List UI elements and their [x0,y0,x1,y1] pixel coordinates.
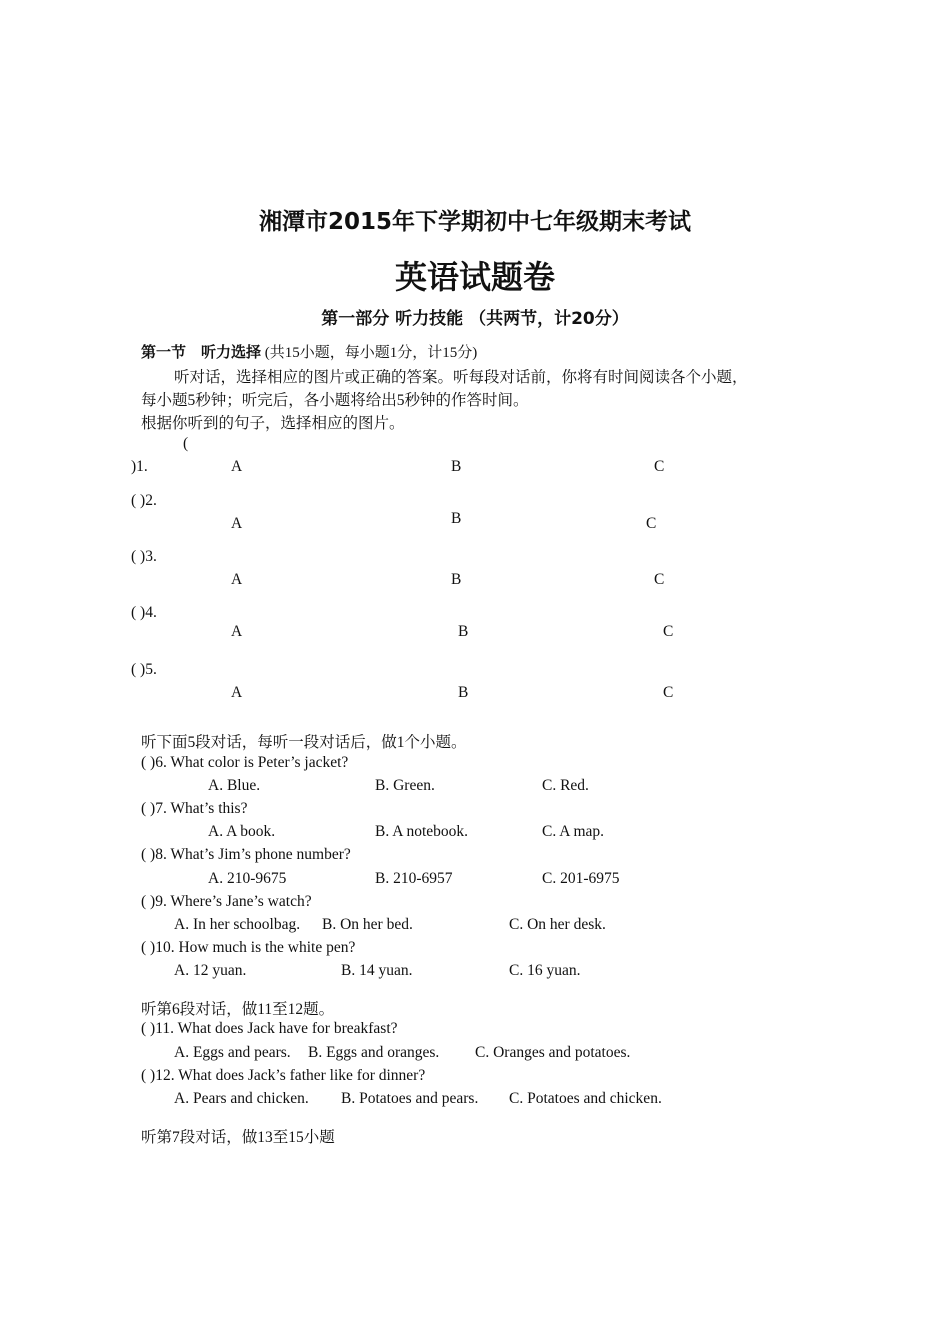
q6-option-a: A. Blue. [208,777,261,794]
instructions-line-1: 听对话，选择相应的图片或正确的答案。听每段对话前，你将有时间阅读各个小题， [174,369,748,386]
q8-option-c: C. 201-6975 [542,870,620,887]
q2-option-c: C [646,515,657,532]
q2-option-b: B [451,510,462,527]
q4-number: ( )4. [131,604,157,621]
q4-option-c: C [663,623,674,640]
q1-open-bracket: ( [183,435,189,452]
q6-option-c: C. Red. [542,777,589,794]
q12-option-b: B. Potatoes and pears. [341,1090,479,1107]
q11-option-b: B. Eggs and oranges. [308,1044,440,1061]
q12-option-a: A. Pears and chicken. [174,1090,309,1107]
q1-option-c: C [654,458,665,475]
section-heading [141,341,477,362]
q1-option-b: B [451,458,462,475]
q12-stem: ( )12. What does Jack’s father like for dinner? [141,1067,426,1084]
q5-number: ( )5. [131,661,157,678]
q8-stem: ( )8. What’s Jim’s phone number? [141,846,351,863]
q3-option-c: C [654,571,665,588]
q9-stem: ( )9. Where’s Jane’s watch? [141,893,312,910]
dialogue-instruction-1: 听下面5段对话，每听一段对话后，做1个小题。 [141,734,467,751]
exam-subtitle: 英语试题卷 [394,258,555,296]
q9-option-a: A. In her schoolbag. [174,916,301,933]
q6-option-b: B. Green. [375,777,435,794]
q1-option-a: A [231,458,243,475]
q9-option-b: B. On her bed. [322,916,413,933]
dialogue-instruction-3: 听第7段对话，做13至15小题 [141,1129,335,1146]
section-label: 第一节 听力选择 [141,343,262,361]
q6-stem: ( )6. What color is Peter’s jacket? [141,754,349,771]
q2-number: ( )2. [131,492,157,509]
q11-option-c: C. Oranges and potatoes. [475,1044,631,1061]
q5-option-b: B [458,684,469,701]
q1-number: )1. [131,458,148,475]
q3-option-b: B [451,571,462,588]
q10-option-a: A. 12 yuan. [174,962,247,979]
q5-option-c: C [663,684,674,701]
instructions-line-2: 每小题5秒钟；听完后，各小题将给出5秒钟的作答时间。 [141,392,529,409]
q4-option-a: A [231,623,243,640]
exam-title: 湘潭市2015年下学期初中七年级期末考试 [258,209,691,235]
q8-option-a: A. 210-9675 [208,870,287,887]
q4-option-b: B [458,623,469,640]
q11-stem: ( )11. What does Jack have for breakfast? [141,1020,398,1037]
q10-option-c: C. 16 yuan. [509,962,581,979]
q10-option-b: B. 14 yuan. [341,962,413,979]
q7-stem: ( )7. What’s this? [141,800,248,817]
q12-option-c: C. Potatoes and chicken. [509,1090,662,1107]
q7-option-a: A. A book. [208,823,276,840]
q7-option-c: C. A map. [542,823,605,840]
q10-stem: ( )10. How much is the white pen? [141,939,356,956]
q8-option-b: B. 210-6957 [375,870,453,887]
picture-instruction: 根据你听到的句子，选择相应的图片。 [141,415,405,432]
q2-option-a: A [231,515,243,532]
q3-option-a: A [231,571,243,588]
section-info: (共15小题，每小题1分，计15分) [264,345,478,361]
q7-option-b: B. A notebook. [375,823,469,840]
q11-option-a: A. Eggs and pears. [174,1044,291,1061]
q5-option-a: A [231,684,243,701]
dialogue-instruction-2: 听第6段对话，做11至12题。 [141,1001,335,1018]
part-heading: 第一部分 听力技能 （共两节，计20分） [321,309,629,329]
q3-number: ( )3. [131,548,157,565]
q9-option-c: C. On her desk. [509,916,606,933]
